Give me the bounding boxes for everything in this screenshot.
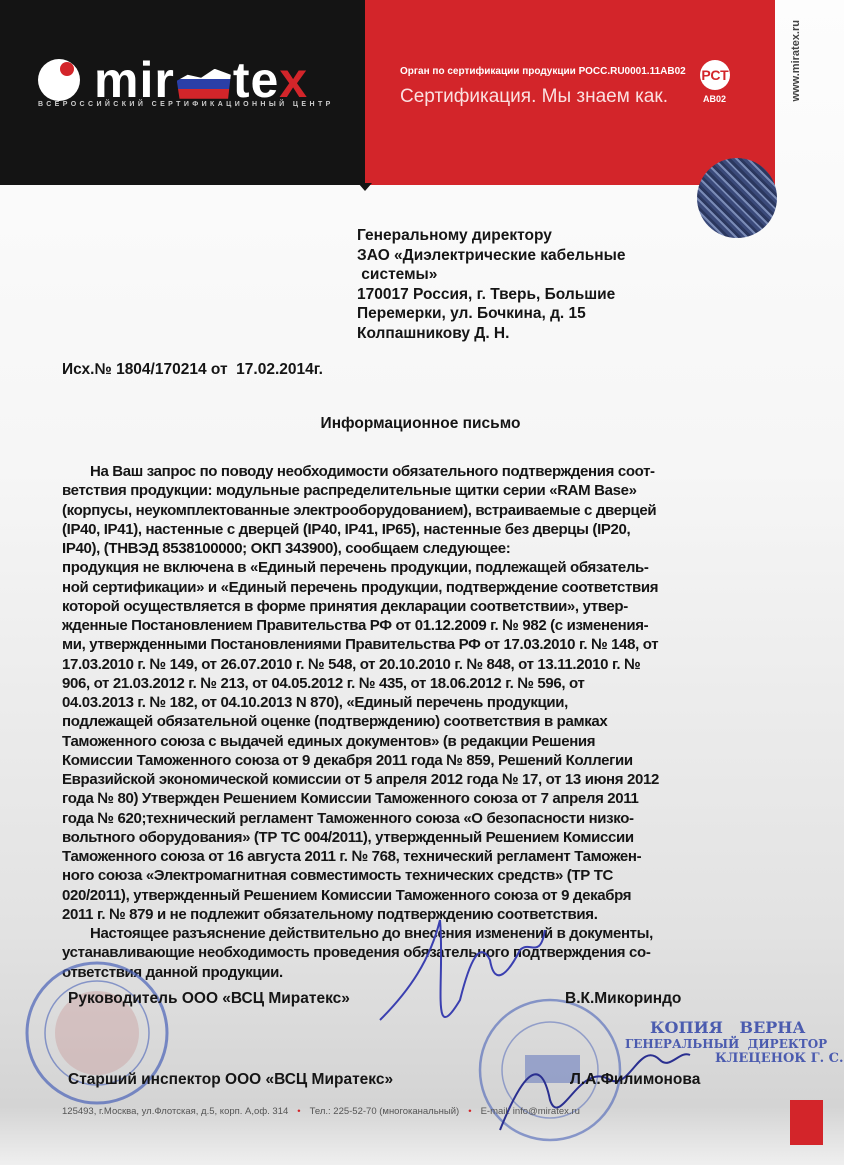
body-line: 04.03.2013 г. № 182, от 04.10.2013 N 870), «Единый перечень продукции, [62,694,568,711]
body-line: которой осуществляется в форме принятия декларации соответствии», утвер- [62,597,628,615]
body-line: ной сертификации» и «Единый перечень продукции, подтверждение соответствия [62,578,659,596]
body-line: На Ваш запрос по поводу необходимости обязательного подтверждения соот- [90,463,655,480]
signatory-2-name: Л.А.Филимонова [570,1071,701,1088]
body-line: Таможенного союза с выдачей единых документов» (в редакции Решения [62,732,596,750]
cert-mark-code: АВ02 [703,94,727,104]
copy-stamp-line: ГЕНЕРАЛЬНЫЙ ДИРЕКТОР [625,1037,828,1051]
hologram-sticker [697,158,777,238]
copy-certified-stamp [625,1018,844,1066]
letter-title: Информационное письмо [320,415,521,432]
body-line: Комиссии Таможенного союза от 9 декабря 2011 года № 859, Решений Коллегии [62,751,633,769]
outgoing-reference: Исх.№ 1804/170214 от 17.02.2014г. [62,361,323,378]
addressee-line: Перемерки, ул. Бочкина, д. 15 [357,305,586,322]
body-line: продукция не включена в «Единый перечень продукции, подлежащей обязатель- [62,559,649,577]
addressee-block [357,226,625,343]
body-line: (IP40, IP41), настенные с дверцей (IP40, IP41, IP65), настенные без дверцы (IP20, [62,520,631,538]
russia-map-icon [177,69,231,99]
signatory-1-position: Руководитель ООО «ВСЦ Миратекс» [68,990,350,1007]
body-line: жденные Постановлением Правительства РФ от 01.12.2009 г. № 982 (с изменения- [62,617,649,634]
slogan: Сертификация. Мы знаем как. [400,86,668,107]
body-line: года № 80) Утвержден Решением Комиссии Таможенного союза от 7 апреля 2011 [62,790,639,808]
addressee-line: системы» [357,266,438,283]
copy-stamp-line: КЛЕЦЕНОК Г. С. [715,1051,844,1066]
body-line: Таможенного союза от 16 августа 2011 г. № 768, технический регламент Таможен- [62,848,642,865]
certification-body-text: Орган по сертификации продукции РОСС.RU0001.11АВ02 [400,66,686,77]
body-line: года № 620;технический регламент Таможенного союза «О безопасности низко- [62,809,634,827]
footer-contacts: 125493, г.Москва, ул.Флотская, д.5, корп. А,оф. 314 • Тел.: 225-52-70 (многоканальный) • E-mail: info@miratex.ru [62,1106,580,1117]
signatory-1-name: В.К.Микориндо [565,990,682,1007]
addressee-line: 170017 Россия, г. Тверь, Большие [357,285,616,303]
signatory-2-position: Старший инспектор ООО «ВСЦ Миратекс» [68,1071,394,1088]
body-line: ответствия данной продукции. [62,963,283,981]
miratex-logo [38,52,309,108]
header-notch [358,183,372,191]
body-line: 020/2011), утвержденный Решением Комиссии Таможенного союза от 9 декабря [62,886,632,904]
body-line: Настоящее разъяснение действительно до внесения изменений в документы, [90,925,653,942]
footer-phone: Тел.: 225-52-70 (многоканальный) [309,1106,460,1117]
body-line: ми, утвержденными Постановлениями Правительства РФ от 17.03.2010 г. № 148, от [62,636,659,654]
corner-red-tab [790,1100,823,1145]
copy-stamp-line: КОПИЯ ВЕРНА [650,1018,806,1037]
addressee-line: Генеральному директору [357,227,552,244]
addressee-line: ЗАО «Диэлектрические кабельные [357,246,626,264]
logo-circle-icon [38,59,80,101]
body-line: подлежащей обязательной оценке (подтверждению) соответствия в рамках [62,713,608,731]
logo-tagline: ВСЕРОССИЙСКИЙ СЕРТИФИКАЦИОННЫЙ ЦЕНТР [38,101,334,108]
footer-address: 125493, г.Москва, ул.Флотская, д.5, корп. А,оф. 314 [62,1106,289,1117]
body-line: 17.03.2010 г. № 149, от 26.07.2010 г. № 548, от 20.10.2010 г. № 848, от 13.11.2010 г. № [62,655,641,673]
body-line: ного союза «Электромагнитная совместимость технических средств» (ТР ТС [62,867,614,885]
body-line: ветствия продукции: модульные распределительные щитки серии «RAM Base» [62,482,637,500]
body-line: 2011 г. № 879 и не подлежит обязательному подтверждению соответствия. [62,905,598,923]
website-url: www.miratex.ru [790,20,802,102]
footer-email[interactable]: E-mail: info@miratex.ru [480,1106,580,1117]
body-line: устанавливающие необходимость проведения обязательного подтверждения со- [62,944,651,962]
body-line: (корпусы, неукомплектованные электрооборудованием), встраиваемые с дверцей [62,501,657,519]
pct-cert-mark-icon: РСТ [700,60,730,90]
body-line: Евразийской экономической комиссии от 5 апреля 2012 года № 17, от 13 июня 2012 [62,771,659,788]
addressee-line: Колпашникову Д. Н. [357,324,510,342]
logo-wordmark: mir tex [94,52,309,108]
body-line: 906, от 21.03.2012 г. № 213, от 04.05.2012 г. № 435, от 18.06.2012 г. № 596, от [62,674,585,692]
body-line: вольтного оборудования» (ТР ТС 004/2011), утвержденный Решением Комиссии [62,828,634,846]
body-line: IP40), (ТНВЭД 8538100000; ОКП 343900), сообщаем следующее: [62,540,511,557]
